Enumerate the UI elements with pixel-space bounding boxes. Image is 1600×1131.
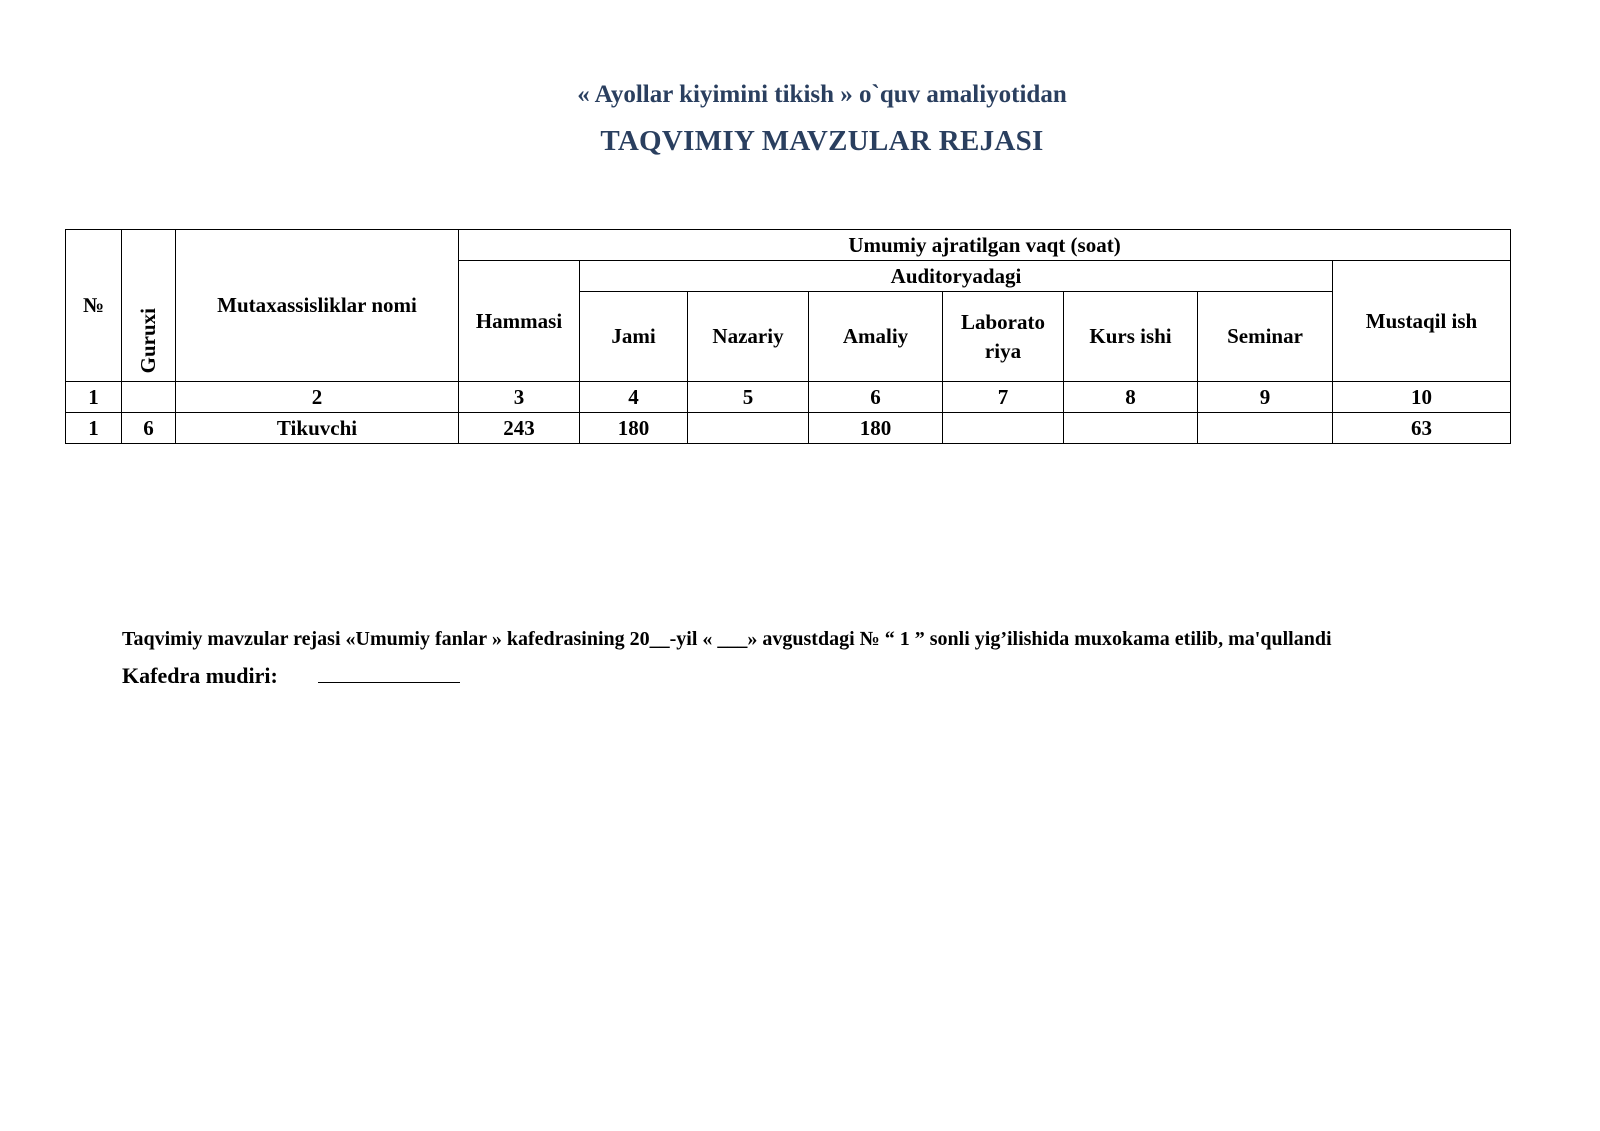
column-number: 2 — [176, 382, 459, 413]
cell-nazariy — [688, 413, 809, 444]
table-row — [66, 413, 1511, 444]
header-specialty: Mutaxassisliklar nomi — [176, 230, 459, 382]
column-number: 4 — [580, 382, 688, 413]
column-number: 7 — [943, 382, 1064, 413]
cell-laboratoriya — [943, 413, 1064, 444]
header-amaliy: Amaliy — [809, 292, 943, 382]
header-row-1 — [66, 230, 1511, 261]
department-head-line — [122, 662, 460, 690]
header-total-time: Umumiy ajratilgan vaqt (soat) — [459, 230, 1511, 261]
cell-all: 243 — [459, 413, 580, 444]
column-number: 5 — [688, 382, 809, 413]
document-title: TAQVIMIY MAVZULAR REJASI — [600, 125, 1044, 157]
column-number: 9 — [1198, 382, 1333, 413]
cell-mustaqil: 63 — [1333, 413, 1511, 444]
header-kurs-ishi: Kurs ishi — [1064, 292, 1198, 382]
cell-no: 1 — [66, 413, 122, 444]
header-laboratoriya: Laborato riya — [943, 292, 1064, 382]
header-group: Guruxi — [136, 308, 160, 374]
header-all: Hammasi — [459, 261, 580, 382]
cell-jami: 180 — [580, 413, 688, 444]
header-nazariy: Nazariy — [688, 292, 809, 382]
column-number: 6 — [809, 382, 943, 413]
column-number-row — [66, 382, 1511, 413]
column-number: 10 — [1333, 382, 1511, 413]
column-number: 1 — [66, 382, 122, 413]
cell-seminar — [1198, 413, 1333, 444]
header-jami: Jami — [580, 292, 688, 382]
header-no: № — [66, 230, 122, 382]
cell-specialty: Tikuvchi — [176, 413, 459, 444]
column-number: 8 — [1064, 382, 1198, 413]
column-number: 3 — [459, 382, 580, 413]
header-mustaqil: Mustaqil ish — [1333, 261, 1511, 382]
header-auditorium: Auditoryadagi — [580, 261, 1333, 292]
schedule-table — [65, 229, 1511, 444]
header-seminar: Seminar — [1198, 292, 1333, 382]
header-group-cell — [122, 230, 176, 382]
department-head-label: Kafedra mudiri: — [122, 663, 278, 688]
document-subtitle: « Ayollar kiyimini tikish » o`quv amaliyotidan — [577, 81, 1067, 108]
approval-note: Taqvimiy mavzular rejasi «Umumiy fanlar » kafedrasining 20__-yil « ___» avgustdagi № “ 1 ” sonli yig’ilishida muxokama etilib, ma'qullandi — [122, 628, 1332, 650]
cell-group: 6 — [122, 413, 176, 444]
signature-line — [318, 662, 460, 683]
column-number — [122, 382, 176, 413]
cell-kurs-ishi — [1064, 413, 1198, 444]
cell-amaliy: 180 — [809, 413, 943, 444]
